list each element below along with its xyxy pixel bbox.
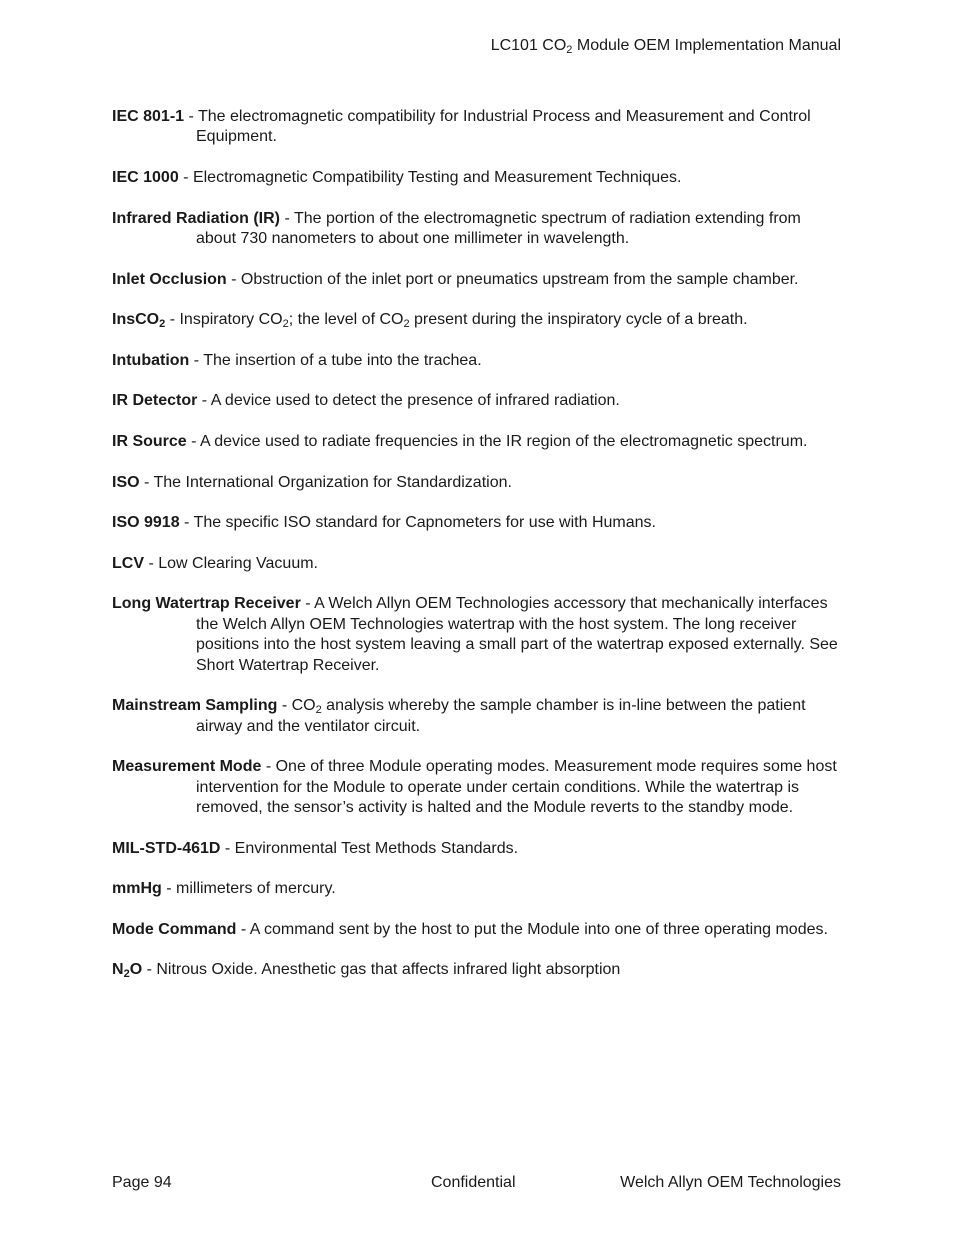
glossary-term: $N_2O$ — [112, 961, 143, 981]
glossary-definition: - $CO_2$ analysis whereby the sample chamber is in-line between the patient airway and the ventilator circuit. — [196, 697, 806, 735]
glossary-definition: - Electromagnetic Compatibility Testing and Measurement Techniques. — [178, 169, 682, 186]
glossary-definition: - The specific ISO standard for Capnometers for use with Humans. — [179, 514, 656, 532]
glossary-term: IEC 1000 — [112, 169, 179, 186]
glossary-definition: - The portion of the electromagnetic spectrum of radiation extending from about 730 nanometers to about one millimeter in wavelength. — [196, 209, 801, 247]
glossary-entry-iso-9918 — [112, 513, 842, 533]
glossary-term: Long Watertrap Receiver — [112, 595, 301, 613]
glossary-definition: - The electromagnetic compatibility for Industrial Process and Measurement and Control Equipment. — [184, 108, 811, 146]
glossary-entry-iec-801-1 — [112, 107, 842, 148]
glossary-entry-mainstream-sampling — [112, 696, 842, 737]
glossary-definition: - Low Clearing Vacuum. — [144, 554, 318, 572]
glossary-definition: - The International Organization for Standardization. — [139, 473, 512, 491]
glossary-entry-inlet-occlusion — [112, 270, 842, 290]
glossary-term: Inlet Occlusion — [112, 270, 227, 288]
glossary-definition: - millimeters of mercury. — [161, 880, 336, 898]
footer-page-number: Page 94 — [112, 1174, 172, 1191]
glossary-definition: - A device used to radiate frequencies in the IR region of the electromagnetic spectrum. — [186, 432, 808, 450]
glossary-entry-measurement-mode — [112, 757, 842, 818]
glossary-definition: - Nitrous Oxide. Anesthetic gas that affects infrared light absorption — [142, 961, 621, 979]
glossary-entry-ir-detector — [112, 391, 842, 411]
glossary-term: InsCO$_2$ — [112, 311, 166, 331]
glossary-entry-n2o — [112, 960, 842, 980]
glossary-definition: - Inspiratory $CO_2$; the level of $CO_2$ present during the inspiratory cycle of a breath. — [165, 311, 748, 331]
glossary-definition: - A command sent by the host to put the Module into one of three operating modes. — [236, 920, 828, 938]
footer-classification: Confidential — [431, 1174, 516, 1191]
glossary-term: Intubation — [112, 351, 190, 369]
glossary-term: ISO — [112, 473, 140, 491]
glossary-term: Infrared Radiation (IR) — [112, 209, 281, 227]
footer-company: Welch Allyn OEM Technologies — [620, 1174, 841, 1191]
glossary-term: Mainstream Sampling — [112, 697, 278, 715]
glossary-term: MIL-STD-461D — [112, 839, 221, 857]
glossary-entry-insco2 — [112, 310, 842, 330]
glossary-term: Measurement Mode — [112, 758, 262, 776]
glossary-definition: - A device used to detect the presence of infrared radiation. — [197, 392, 620, 410]
glossary-term: Mode Command — [112, 920, 237, 938]
glossary-definition: - The insertion of a tube into the trachea. — [189, 351, 482, 369]
glossary-list — [112, 107, 842, 1001]
glossary-entry-mode-command — [112, 920, 842, 940]
glossary-entry-lcv — [112, 554, 842, 574]
glossary-term: LCV — [112, 554, 144, 572]
glossary-entry-ir-source — [112, 432, 842, 452]
glossary-definition: - One of three Module operating modes. Measurement mode requires some host intervention for the Module to operate under certain conditions. While the watertrap is removed, the sensor’s activity is halted and the Module reverts to the standby mode. — [196, 758, 837, 816]
glossary-term: ISO 9918 — [112, 514, 180, 532]
glossary-entry-mmhg — [112, 879, 842, 899]
glossary-entry-infrared-radiation — [112, 209, 842, 250]
glossary-term: IR Detector — [112, 392, 198, 410]
glossary-definition: - Environmental Test Methods Standards. — [220, 839, 519, 857]
glossary-entry-mil-std-461d — [112, 839, 842, 859]
glossary-term: IR Source — [112, 432, 187, 450]
glossary-definition: - Obstruction of the inlet port or pneumatics upstream from the sample chamber. — [226, 270, 799, 288]
glossary-term: mmHg — [112, 880, 162, 898]
glossary-entry-intubation — [112, 351, 842, 371]
document-header-title: LC101 $CO_2$ Module OEM Implementation Manual — [490, 37, 841, 56]
glossary-definition: - A Welch Allyn OEM Technologies accessory that mechanically interfaces the Welch Allyn OEM Technologies watertrap with the host system. The long receiver positions into the host system leaving a small part of the watertrap exposed externally. See Short Watertrap Receiver. — [196, 595, 838, 674]
glossary-entry-iec-1000 — [112, 168, 842, 188]
glossary-entry-long-watertrap-receiver — [112, 594, 842, 676]
glossary-entry-iso — [112, 473, 842, 493]
glossary-term: IEC 801-1 — [112, 108, 185, 125]
